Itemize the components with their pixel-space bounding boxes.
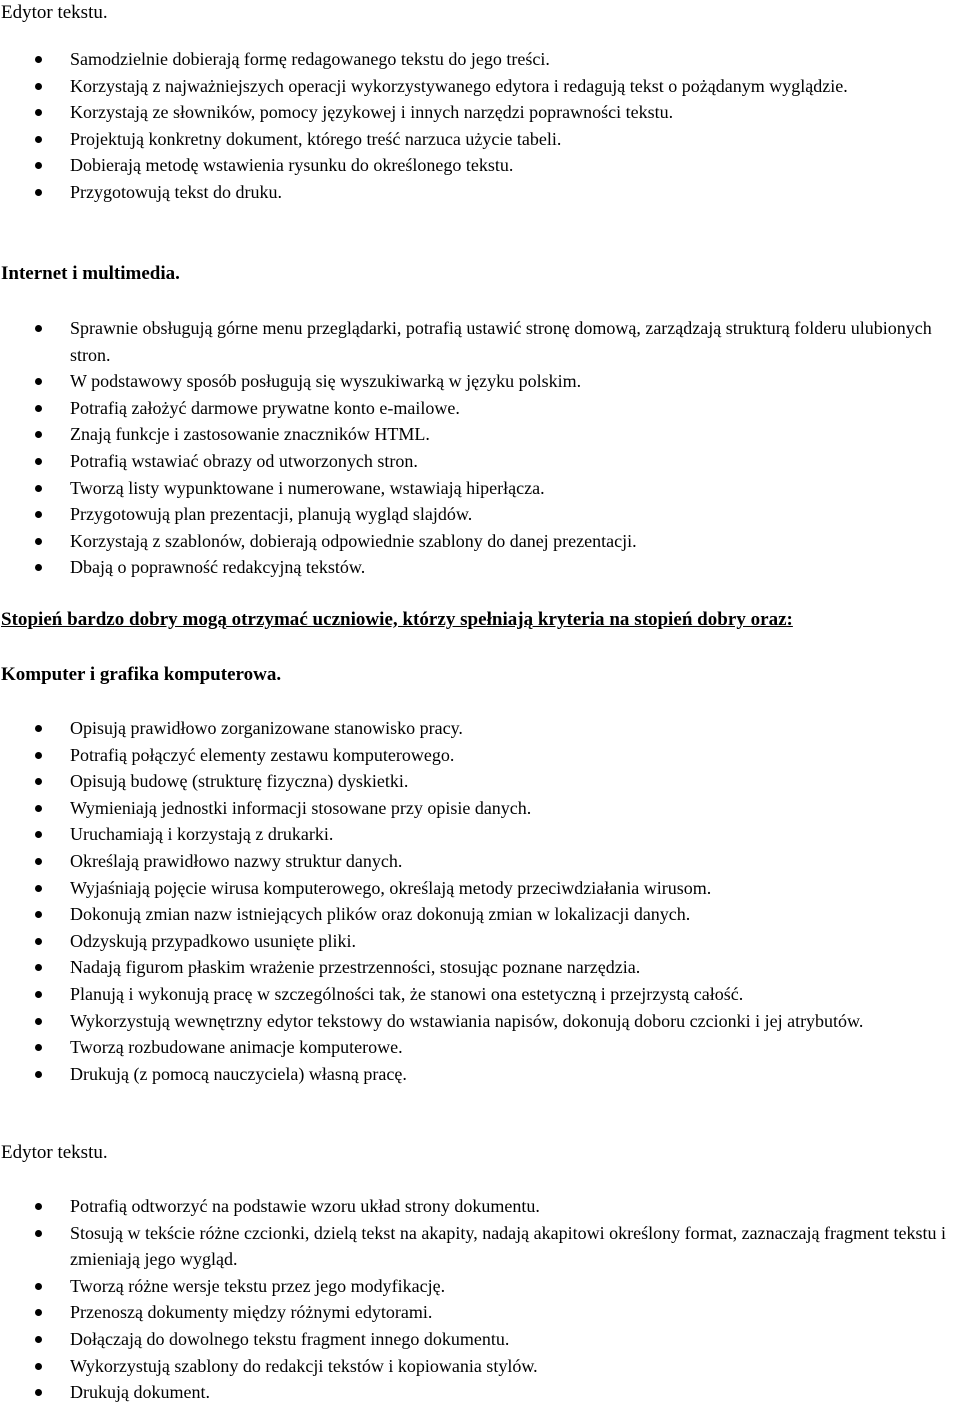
list-item bbox=[0, 1034, 960, 1061]
list-item-text: Potrafią połączyć elementy zestawu komputerowego. bbox=[70, 744, 455, 765]
bullet-icon bbox=[35, 1363, 42, 1370]
list-item bbox=[0, 1008, 960, 1035]
bullet-icon bbox=[35, 1071, 42, 1078]
list-item-text: Określają prawidłowo nazwy struktur danych. bbox=[70, 850, 403, 871]
bullet-icon bbox=[35, 56, 42, 63]
list-item-text: Dołączają do dowolnego tekstu fragment innego dokumentu. bbox=[70, 1328, 510, 1349]
list-item-text: Znają funkcje i zastosowanie znaczników HTML. bbox=[70, 424, 430, 445]
bullet-icon bbox=[35, 752, 42, 759]
list-item-text: Potrafią odtworzyć na podstawie wzoru układ strony dokumentu. bbox=[70, 1196, 540, 1216]
list-item-text: Korzystają z szablonów, dobierają odpowiednie szablony do danej prezentacji. bbox=[70, 530, 637, 551]
list-item-text: Wykorzystują szablony do redakcji tekstów i kopiowania stylów. bbox=[70, 1355, 538, 1376]
bullet-icon bbox=[35, 564, 42, 571]
list-item bbox=[0, 795, 960, 822]
list-item bbox=[0, 1193, 960, 1220]
bullet-icon bbox=[35, 431, 42, 438]
list-item-text: Tworzą rozbudowane animacje komputerowe. bbox=[70, 1037, 403, 1058]
bullet-icon bbox=[35, 1389, 42, 1396]
bullet-icon bbox=[35, 911, 42, 918]
bullet-icon bbox=[35, 83, 42, 90]
list-item bbox=[0, 73, 960, 100]
bullet-icon bbox=[35, 136, 42, 143]
internet-multimedia-criteria-list bbox=[0, 315, 960, 581]
list-item bbox=[0, 1220, 960, 1273]
bullet-icon bbox=[35, 189, 42, 196]
list-item bbox=[0, 715, 960, 742]
section-heading-computer-graphics: Komputer i grafika komputerowa. bbox=[1, 664, 282, 685]
text-editor-advanced-criteria-list bbox=[0, 1193, 960, 1406]
list-item bbox=[0, 821, 960, 848]
list-item-text: Odzyskują przypadkowo usunięte pliki. bbox=[70, 930, 356, 951]
list-item-text: Przenoszą dokumenty między różnymi edytorami. bbox=[70, 1302, 433, 1323]
list-item bbox=[0, 1273, 960, 1300]
section-heading-internet-multimedia: Internet i multimedia. bbox=[1, 263, 180, 284]
list-item-text: Stosują w tekście różne czcionki, dzielą tekst na akapity, nadają akapitowi określony format, zaznaczają fragment tekstu i zmieniają jego wygląd. bbox=[70, 1222, 946, 1270]
list-item-text: W podstawowy sposób posługują się wyszukiwarką w języku polskim. bbox=[70, 371, 582, 392]
list-item-text: Dbają o poprawność redakcyjną tekstów. bbox=[70, 557, 366, 578]
list-item bbox=[0, 315, 960, 368]
list-item bbox=[0, 928, 960, 955]
list-item-text: Wyjaśniają pojęcie wirusa komputerowego, określają metody przeciwdziałania wirusom. bbox=[70, 877, 712, 898]
list-item bbox=[0, 1299, 960, 1326]
bullet-icon bbox=[35, 1203, 42, 1210]
bullet-icon bbox=[35, 1044, 42, 1051]
list-item bbox=[0, 875, 960, 902]
bullet-icon bbox=[35, 991, 42, 998]
list-item bbox=[0, 395, 960, 422]
list-item-text: Przygotowują tekst do druku. bbox=[70, 181, 282, 202]
bullet-icon bbox=[35, 778, 42, 785]
list-item bbox=[0, 1326, 960, 1353]
computer-graphics-criteria-list bbox=[0, 715, 960, 1087]
bullet-icon bbox=[35, 162, 42, 169]
list-item bbox=[0, 981, 960, 1008]
list-item-text: Dokonują zmian nazw istniejących plików oraz dokonują zmian w lokalizacji danych. bbox=[70, 904, 691, 925]
list-item-text: Tworzą listy wypunktowane i numerowane, wstawiają hiperłącza. bbox=[70, 477, 545, 498]
list-item-text: Potrafią założyć darmowe prywatne konto e-mailowe. bbox=[70, 397, 460, 418]
list-item-text: Przygotowują plan prezentacji, planują wygląd slajdów. bbox=[70, 504, 473, 525]
bullet-icon bbox=[35, 1283, 42, 1290]
list-item bbox=[0, 901, 960, 928]
list-item bbox=[0, 99, 960, 126]
list-item-text: Potrafią wstawiać obrazy od utworzonych stron. bbox=[70, 450, 418, 471]
list-item-text: Korzystają ze słowników, pomocy językowej i innych narzędzi poprawności tekstu. bbox=[70, 102, 674, 123]
bullet-icon bbox=[35, 831, 42, 838]
bullet-icon bbox=[35, 485, 42, 492]
list-item bbox=[0, 528, 960, 555]
list-item-text: Uruchamiają i korzystają z drukarki. bbox=[70, 824, 334, 845]
list-item bbox=[0, 501, 960, 528]
bullet-icon bbox=[35, 858, 42, 865]
bullet-icon bbox=[35, 725, 42, 732]
list-item-text: Tworzą różne wersje tekstu przez jego modyfikację. bbox=[70, 1275, 446, 1296]
bullet-icon bbox=[35, 109, 42, 116]
list-item bbox=[0, 742, 960, 769]
list-item-text: Opisują budowę (strukturę fizyczna) dyskietki. bbox=[70, 771, 409, 792]
list-item-text: Samodzielnie dobierają formę redagowanego tekstu do jego treści. bbox=[70, 49, 550, 69]
bullet-icon bbox=[35, 458, 42, 465]
bullet-icon bbox=[35, 805, 42, 812]
list-item-text: Nadają figurom płaskim wrażenie przestrzenności, stosując poznane narzędzia. bbox=[70, 957, 641, 978]
list-item-text: Sprawnie obsługują górne menu przeglądarki, potrafią ustawić stronę domową, zarządzają strukturą folderu ulubionych stron. bbox=[70, 318, 932, 365]
list-item bbox=[0, 475, 960, 502]
section-heading-text-editor: Edytor tekstu. bbox=[1, 2, 108, 23]
list-item-text: Drukują dokument. bbox=[70, 1382, 210, 1403]
list-item bbox=[0, 368, 960, 395]
bullet-icon bbox=[35, 378, 42, 385]
list-item bbox=[0, 152, 960, 179]
list-item bbox=[0, 1353, 960, 1380]
bullet-icon bbox=[35, 885, 42, 892]
bullet-icon bbox=[35, 964, 42, 971]
list-item-text: Wykorzystują wewnętrzny edytor tekstowy do wstawiania napisów, dokonują doboru czcionki i jej atrybutów. bbox=[70, 1010, 864, 1031]
list-item bbox=[0, 1379, 960, 1406]
list-item bbox=[0, 848, 960, 875]
list-item-text: Dobierają metodę wstawienia rysunku do określonego tekstu. bbox=[70, 155, 514, 176]
list-item bbox=[0, 554, 960, 581]
bullet-icon bbox=[35, 511, 42, 518]
bullet-icon bbox=[35, 405, 42, 412]
bullet-icon bbox=[35, 538, 42, 545]
list-item-text: Opisują prawidłowo zorganizowane stanowisko pracy. bbox=[70, 718, 463, 738]
bullet-icon bbox=[35, 1309, 42, 1316]
list-item-text: Wymieniają jednostki informacji stosowane przy opisie danych. bbox=[70, 797, 532, 818]
list-item-text: Korzystają z najważniejszych operacji wykorzystywanego edytora i redagują tekst o pożądanym wyglądzie. bbox=[70, 75, 848, 96]
section-heading-text-editor-2: Edytor tekstu. bbox=[1, 1142, 108, 1163]
list-item-text: Planują i wykonują pracę w szczególności tak, że stanowi ona estetyczną i przejrzystą całość. bbox=[70, 983, 744, 1004]
list-item bbox=[0, 46, 960, 73]
list-item bbox=[0, 421, 960, 448]
bullet-icon bbox=[35, 1018, 42, 1025]
list-item bbox=[0, 179, 960, 206]
bullet-icon bbox=[35, 1230, 42, 1237]
list-item bbox=[0, 126, 960, 153]
bullet-icon bbox=[35, 1336, 42, 1343]
list-item bbox=[0, 768, 960, 795]
bullet-icon bbox=[35, 325, 42, 332]
list-item-text: Projektują konkretny dokument, którego treść narzuca użycie tabeli. bbox=[70, 128, 562, 149]
list-item bbox=[0, 1061, 960, 1088]
bullet-icon bbox=[35, 938, 42, 945]
list-item-text: Drukują (z pomocą nauczyciela) własną pracę. bbox=[70, 1063, 407, 1084]
text-editor-criteria-list bbox=[0, 46, 960, 206]
list-item bbox=[0, 954, 960, 981]
list-item bbox=[0, 448, 960, 475]
grade-very-good-criteria-heading: Stopień bardzo dobry mogą otrzymać uczniowie, którzy spełniają kryteria na stopień dobry oraz: bbox=[1, 609, 793, 630]
